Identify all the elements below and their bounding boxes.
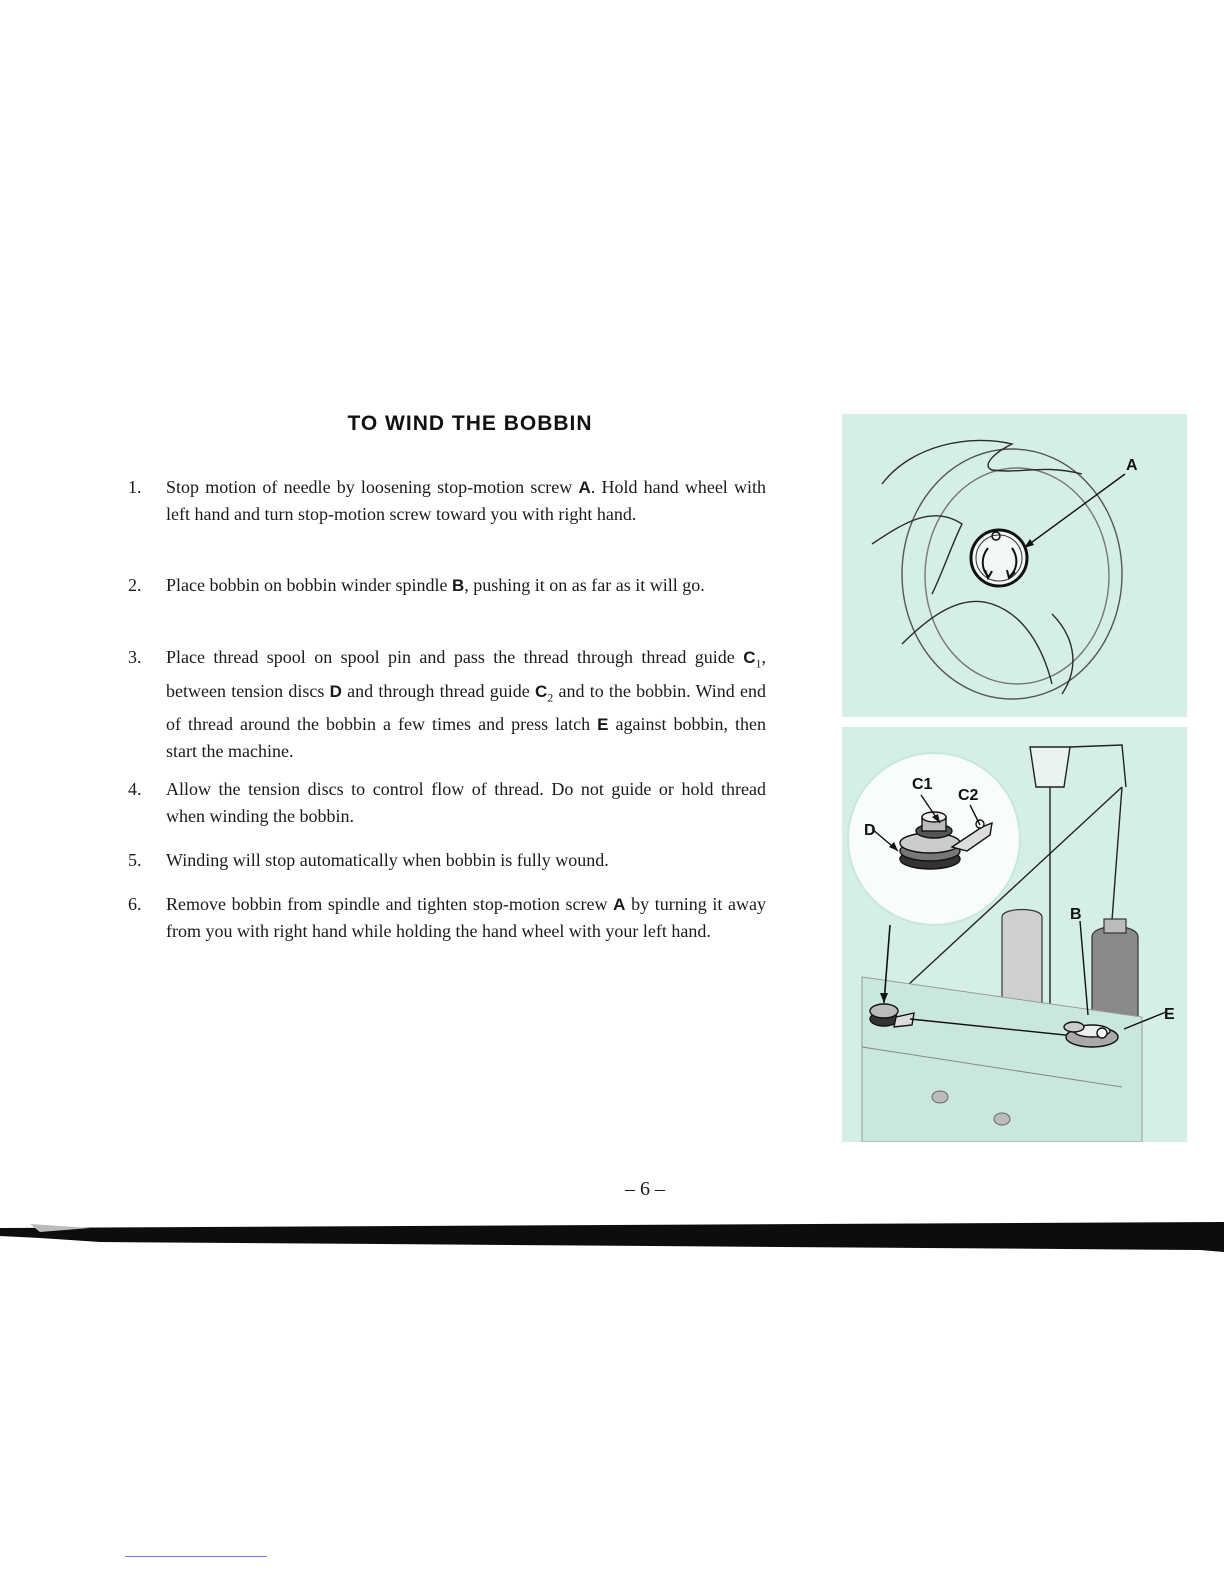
step-number: 1. <box>128 477 142 497</box>
step-number: 3. <box>128 647 142 667</box>
list-item <box>118 891 766 945</box>
step-text: Winding will stop automatically when bobbin is fully wound. <box>166 850 609 870</box>
bobbin-winder-illustration <box>842 727 1187 1142</box>
hand-wheel-illustration <box>842 414 1187 717</box>
list-item <box>118 847 609 874</box>
page-number: – 6 – <box>625 1178 665 1200</box>
step-text: Stop motion of needle by loosening stop-motion screw A. Hold hand wheel with left hand and turn stop-motion screw toward you with right hand. <box>166 477 766 524</box>
list-item <box>118 572 705 599</box>
page-title: TO WIND THE BOBBIN <box>347 412 593 435</box>
part-reference: D <box>329 681 342 701</box>
label-e: E <box>1164 1006 1175 1023</box>
step-number: 5. <box>128 850 142 870</box>
divider <box>125 1556 267 1557</box>
part-reference: C <box>534 681 548 701</box>
list-item <box>118 776 766 830</box>
part-reference: C <box>743 648 756 667</box>
page-edge-shadow <box>0 1222 1224 1252</box>
label-a: A <box>1126 457 1138 474</box>
step-text: Remove bobbin from spindle and tighten stop-motion screw A by turning it away from you with right hand while holding the hand wheel with your left hand. <box>166 894 766 941</box>
label-c1: C1 <box>912 776 933 793</box>
label-b: B <box>1070 906 1082 923</box>
step-text: Place bobbin on bobbin winder spindle B, pushing it on as far as it will go. <box>166 575 705 595</box>
list-item <box>118 474 766 528</box>
step-number: 4. <box>128 779 142 799</box>
list-item <box>118 644 766 765</box>
label-d: D <box>864 822 876 839</box>
step-number: 6. <box>128 894 142 914</box>
label-c2: C2 <box>958 787 979 804</box>
step-text: Place thread spool on spool pin and pass the thread through thread guide $C_1$, between tension discs D and through thread guide $C_2$ and to the bobbin. Wind end of thread around the bobbin a few times and press latch E against bobbin, then start the machine. <box>166 647 767 762</box>
part-reference: B <box>451 576 465 595</box>
part-reference: A <box>613 895 626 914</box>
step-text: Allow the tension discs to control flow of thread. Do not guide or hold thread when winding the bobbin. <box>166 779 766 826</box>
step-number: 2. <box>128 575 142 595</box>
part-reference: E <box>597 715 609 735</box>
part-reference: A <box>578 478 591 497</box>
